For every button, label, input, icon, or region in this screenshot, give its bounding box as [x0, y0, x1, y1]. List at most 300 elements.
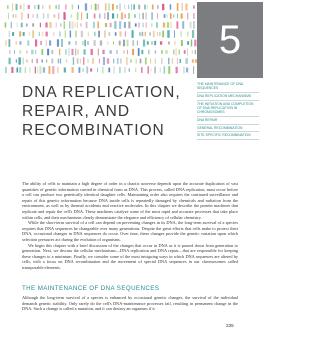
sequence-mark	[95, 4, 97, 11]
sequence-mark	[174, 30, 175, 37]
sequence-mark	[84, 40, 85, 46]
sequence-mark	[119, 21, 121, 29]
sequence-mark	[142, 13, 143, 19]
sequence-mark	[187, 41, 189, 45]
sequence-mark	[112, 4, 114, 10]
sequence-mark	[185, 58, 187, 64]
sequence-mark	[51, 50, 53, 54]
sequence-mark	[182, 21, 184, 29]
sequence-mark	[6, 40, 7, 45]
sequence-mark	[59, 31, 60, 36]
sequence-mark	[170, 22, 171, 28]
sequence-mark	[46, 59, 47, 62]
sequence-mark	[115, 32, 117, 36]
sequence-mark	[149, 32, 150, 35]
sequence-mark	[37, 14, 39, 19]
sequence-mark	[177, 3, 179, 11]
sequence-mark	[49, 22, 51, 28]
sequence-mark	[187, 13, 188, 20]
sequence-mark	[40, 23, 41, 28]
sequence-mark	[8, 58, 10, 64]
sequence-mark	[8, 13, 9, 19]
sequence-mark	[138, 48, 140, 56]
sequence-mark	[100, 40, 102, 45]
sequence-mark	[12, 3, 13, 10]
sequence-mark	[93, 22, 95, 29]
sequence-mark	[176, 48, 177, 56]
sequence-mark	[128, 5, 129, 9]
toc-item[interactable]: DNA REPLICATION MECHANISMS	[197, 93, 259, 101]
sequence-mark	[146, 12, 147, 19]
sequence-mark	[186, 68, 188, 73]
sequence-mark	[87, 13, 88, 19]
sequence-mark	[39, 66, 41, 74]
sequence-mark	[24, 3, 25, 11]
sequence-mark	[83, 49, 85, 54]
sequence-mark	[135, 23, 137, 26]
sequence-mark	[193, 21, 195, 29]
sequence-mark	[105, 23, 107, 27]
sequence-mark	[108, 68, 110, 73]
sequence-mark	[76, 31, 77, 38]
sequence-mark	[42, 49, 44, 55]
sequence-mark	[176, 67, 178, 74]
sequence-mark	[60, 58, 61, 63]
sequence-mark	[64, 21, 65, 29]
sequence-mark	[154, 41, 156, 45]
sequence-mark	[102, 67, 103, 74]
sequence-mark	[65, 4, 66, 9]
sequence-mark	[187, 48, 188, 55]
sequence-mark	[77, 12, 79, 20]
sequence-mark	[125, 67, 126, 72]
sequence-mark	[192, 50, 193, 53]
sequence-mark	[116, 5, 118, 9]
sequence-mark	[132, 40, 134, 46]
sequence-mark	[72, 4, 74, 9]
sequence-mark	[36, 59, 38, 64]
sequence-mark	[28, 14, 29, 19]
sequence-mark	[23, 58, 24, 65]
sequence-mark	[32, 59, 33, 63]
sequence-mark	[127, 40, 129, 47]
sequence-mark	[64, 67, 66, 72]
sequence-mark	[157, 5, 158, 9]
sequence-mark	[119, 67, 120, 73]
sequence-mark	[80, 23, 82, 26]
sequence-mark	[21, 12, 22, 20]
sequence-mark	[49, 66, 51, 74]
sequence-mark	[29, 67, 30, 72]
sequence-mark	[7, 5, 9, 9]
sequence-mark	[153, 31, 155, 37]
sequence-mark	[133, 4, 135, 9]
sequence-mark	[69, 48, 70, 55]
sequence-mark	[99, 59, 100, 64]
intro-paragraph: The ability of cells to maintain a high degree of order in a chaotic universe depends upon the accurate duplication of vast quantities of genetic information carried in chemical form as DNA. This process, called DNA replication, must occur before a cell can produce two genetically identical daughter cells. Maintaining order also requires the continued surveillance and repair of this genetic information because DNA inside cells is repeatedly damaged by chemicals and radiation from the environment, as well as by thermal accidents and reactive molecules. In this chapter we describe the protein machines that replicate and repair the cell's DNA. These machines catalyze some of the most rapid and accurate processes that take place within cells, and their mechanisms clearly demonstrate the elegance and efficiency of cellular chemistry.	[22, 181, 238, 220]
sequence-mark	[121, 12, 123, 19]
sequence-mark	[71, 14, 72, 17]
sequence-mark	[147, 66, 149, 73]
sequence-mark	[87, 59, 88, 64]
sequence-mark	[152, 5, 154, 10]
sequence-mark	[98, 31, 100, 38]
sequence-mark	[168, 41, 170, 44]
sequence-mark	[173, 14, 174, 17]
sequence-mark	[94, 40, 96, 46]
sequence-mark	[37, 67, 38, 74]
sequence-mark	[162, 4, 164, 10]
sequence-mark	[150, 68, 151, 71]
sequence-mark	[141, 50, 143, 54]
sequence-mark	[180, 59, 181, 63]
sequence-mark	[13, 14, 14, 17]
sequence-mark	[143, 40, 145, 47]
sequence-mark	[173, 50, 174, 55]
sequence-mark	[88, 32, 89, 37]
section-heading: THE MAINTENANCE OF DNA SEQUENCES	[22, 285, 160, 292]
sequence-mark	[114, 66, 115, 74]
sequence-mark	[15, 14, 16, 18]
sequence-mark	[65, 49, 67, 55]
sequence-mark	[112, 13, 114, 18]
sequence-mark	[19, 31, 21, 36]
sequence-mark	[170, 4, 171, 9]
sequence-mark	[105, 3, 107, 10]
sequence-mark	[135, 68, 136, 73]
sequence-mark	[167, 30, 169, 38]
sequence-mark	[19, 67, 21, 73]
sequence-mark	[46, 32, 48, 37]
intro-paragraph: We begin this chapter with a brief discussion of the changes that occur in DNA as it is passed down from generation to generation. Next, we discuss the cellular mechanisms—DNA replication and DNA repair—that are responsible for keeping these changes to a minimum. Finally, we consider some of the most intriguing ways in which DNA sequences are altered by cells, with a focus on DNA recombination and the movement of special DNA sequences in our chromosomes called transposable elements.	[22, 242, 238, 270]
sequence-mark	[86, 22, 88, 28]
sequence-mark	[176, 21, 178, 28]
sequence-mark	[47, 14, 48, 19]
toc-item[interactable]: DNA REPAIR	[197, 117, 259, 125]
sequence-mark	[47, 49, 49, 56]
sequence-mark	[32, 30, 33, 38]
sequence-mark	[39, 32, 40, 36]
sequence-mark	[102, 50, 104, 54]
sequence-mark	[123, 40, 125, 47]
chapter-title-line: RECOMBINATION	[22, 122, 165, 139]
sequence-mark	[99, 14, 100, 19]
sequence-mark	[12, 32, 14, 36]
sequence-mark	[108, 3, 110, 10]
sequence-mark	[170, 13, 172, 19]
chapter-number-block	[197, 2, 263, 78]
sequence-mark	[38, 5, 40, 10]
sequence-mark	[77, 50, 79, 55]
sequence-mark	[71, 67, 73, 73]
sequence-mark	[110, 50, 112, 53]
sequence-mark	[107, 41, 108, 44]
sequence-mark	[119, 3, 121, 10]
sequence-mark	[35, 50, 36, 55]
sequence-mark	[145, 32, 146, 36]
sequence-mark	[151, 41, 153, 45]
sequence-mark	[18, 57, 20, 64]
sequence-mark	[129, 68, 130, 71]
sequence-mark	[126, 57, 127, 65]
sequence-mark	[14, 50, 15, 54]
sequence-mark	[127, 50, 128, 54]
sequence-mark	[91, 49, 93, 55]
sequence-mark	[34, 5, 35, 9]
sequence-mark	[52, 66, 54, 74]
sequence-mark	[71, 49, 73, 55]
sequence-mark	[155, 50, 156, 53]
sequence-mark	[131, 4, 132, 10]
sequence-mark	[98, 49, 99, 56]
sequence-mark	[35, 67, 36, 74]
sequence-mark	[42, 5, 43, 8]
sequence-mark	[16, 59, 17, 62]
sequence-mark	[167, 22, 169, 28]
sequence-mark	[117, 14, 118, 18]
chapter-number: 5	[218, 18, 242, 62]
sequence-mark	[181, 40, 183, 46]
sequence-mark	[42, 32, 43, 36]
sequence-mark	[187, 32, 188, 37]
sequence-mark	[144, 5, 145, 10]
sequence-mark	[151, 12, 153, 20]
sequence-mark	[146, 22, 147, 27]
sequence-mark	[33, 14, 34, 18]
sequence-mark	[138, 5, 140, 10]
sequence-mark	[120, 58, 121, 63]
sequence-mark	[104, 30, 105, 37]
sequence-mark	[124, 5, 125, 9]
sequence-mark	[195, 50, 196, 54]
sequence-mark	[87, 41, 89, 45]
sequence-mark	[32, 23, 34, 26]
sequence-mark	[56, 22, 57, 27]
sequence-mark	[51, 59, 53, 64]
sequence-mark	[15, 41, 17, 44]
sequence-mark	[164, 14, 166, 18]
sequence-mark	[190, 22, 192, 29]
toc-item[interactable]: THE INITIATION AND COMPLETION OF DNA REPLICATION IN CHROMOSOMES	[197, 101, 259, 117]
sequence-mark	[59, 4, 60, 9]
sequence-mark	[90, 68, 92, 71]
sequence-mark	[83, 41, 84, 45]
sequence-mark	[68, 41, 70, 44]
sequence-mark	[77, 22, 78, 28]
sequence-mark	[94, 14, 96, 19]
sequence-mark	[181, 13, 183, 18]
sequence-mark	[58, 59, 59, 64]
sequence-mark	[130, 59, 131, 63]
sequence-mark	[113, 59, 114, 64]
sequence-mark	[63, 12, 65, 20]
sequence-mark	[157, 13, 158, 19]
sequence-mark	[20, 41, 22, 45]
toc-item[interactable]: THE MAINTENANCE OF DNA SEQUENCES	[197, 81, 259, 93]
sequence-mark	[147, 5, 148, 9]
sequence-mark	[177, 14, 178, 19]
sequence-mark	[193, 66, 194, 74]
sequence-mark	[155, 58, 156, 63]
sequence-mark	[57, 67, 58, 74]
sequence-mark	[78, 5, 79, 9]
page-number: 235	[226, 323, 234, 328]
chapter-introduction	[22, 181, 238, 271]
sequence-mark	[66, 59, 67, 62]
sequence-mark	[49, 40, 51, 45]
sequence-mark	[57, 39, 59, 46]
sequence-mark	[125, 31, 126, 36]
sequence-mark	[20, 5, 22, 9]
sequence-mark	[92, 58, 94, 64]
sequence-mark	[165, 50, 167, 54]
sequence-mark	[177, 58, 178, 64]
sequence-mark	[143, 23, 144, 27]
sequence-mark	[162, 31, 164, 38]
sequence-mark	[83, 57, 84, 65]
sequence-mark	[72, 21, 74, 28]
sequence-mark	[45, 22, 47, 27]
sequence-mark	[85, 3, 87, 10]
sequence-mark	[119, 41, 121, 46]
sequence-mark	[128, 13, 130, 19]
sequence-mark	[31, 50, 33, 54]
sequence-mark	[109, 32, 111, 36]
sequence-mark	[132, 49, 134, 55]
sequence-mark	[5, 67, 7, 73]
sequence-mark	[60, 23, 61, 26]
sequence-mark	[151, 23, 152, 26]
sequence-mark	[174, 41, 175, 45]
sequence-mark	[97, 22, 99, 29]
sequence-mark	[49, 5, 51, 9]
sequence-mark	[147, 41, 149, 45]
sequence-mark	[191, 40, 192, 47]
sequence-mark	[132, 30, 134, 38]
sequence-mark	[179, 49, 180, 54]
sequence-mark	[186, 4, 188, 11]
sequence-mark	[160, 68, 161, 73]
sequence-mark	[107, 58, 109, 63]
sequence-mark	[139, 13, 140, 19]
sequence-mark	[8, 39, 10, 47]
sequence-mark	[150, 58, 151, 63]
sequence-mark	[192, 30, 194, 38]
sequence-mark	[136, 59, 137, 64]
sequence-mark	[163, 22, 165, 27]
sequence-mark	[29, 32, 30, 36]
sequence-mark	[59, 49, 60, 56]
sequence-mark	[75, 41, 77, 45]
sequence-mark	[164, 66, 165, 73]
sequence-mark	[142, 32, 144, 36]
sequence-mark	[159, 32, 160, 36]
sequence-mark	[81, 31, 83, 37]
sequence-mark	[154, 67, 156, 74]
chapter-header-banner	[0, 0, 263, 78]
sequence-mark	[19, 50, 21, 53]
sequence-mark	[53, 14, 55, 17]
chapter-contents-list	[197, 81, 259, 140]
sequence-mark	[184, 50, 186, 54]
sequence-mark	[77, 58, 79, 64]
sequence-mark	[157, 32, 158, 36]
sequence-mark	[58, 13, 59, 20]
sequence-mark	[124, 22, 126, 28]
sequence-mark	[140, 59, 142, 64]
sequence-mark	[75, 49, 76, 56]
sequence-mark	[65, 30, 66, 38]
sequence-mark	[81, 12, 82, 20]
toc-item[interactable]: SITE-SPECIFIC RECOMBINATION	[197, 132, 259, 140]
sequence-mark	[5, 22, 7, 27]
sequence-mark	[183, 66, 184, 73]
sequence-mark	[166, 14, 167, 18]
section-body-text: Although the long-term survival of a species is enhanced by occasional genetic changes, the survival of the individual demands genetic stability. Only rarely do the cell's DNA-maintenance processes fail, resulting in permanent change in the DNA. Such a change is called a mutation, and it can destroy an organism if it	[22, 295, 238, 312]
sequence-mark	[117, 58, 119, 64]
sequence-mark	[141, 67, 142, 73]
sequence-mark	[16, 4, 18, 10]
sequence-mark	[27, 40, 29, 45]
sequence-mark	[55, 5, 57, 9]
sequence-mark	[11, 22, 12, 29]
sequence-mark	[168, 58, 169, 64]
sequence-mark	[35, 39, 37, 46]
sequence-mark	[25, 67, 26, 73]
sequence-mark	[53, 32, 54, 36]
chapter-title	[22, 83, 192, 140]
sequence-mark	[42, 59, 43, 62]
sequence-mark	[80, 59, 81, 64]
sequence-mark	[98, 4, 99, 10]
sequence-mark	[26, 23, 28, 26]
sequence-mark	[124, 14, 126, 18]
sequence-mark	[119, 31, 121, 36]
sequence-mark	[17, 23, 18, 28]
sequence-mark	[9, 31, 10, 37]
sequence-mark	[110, 23, 112, 28]
sequence-mark	[123, 50, 125, 53]
sequence-mark	[28, 5, 30, 9]
toc-item[interactable]: GENERAL RECOMBINATION	[197, 125, 259, 133]
sequence-mark	[148, 50, 149, 55]
sequence-mark	[86, 67, 88, 74]
sequence-mark	[73, 57, 74, 65]
sequence-mark	[46, 40, 47, 47]
sequence-mark	[69, 21, 70, 28]
sequence-mark	[172, 58, 173, 64]
sequence-mark	[104, 13, 106, 19]
sequence-mark	[26, 60, 28, 63]
sequence-mark	[94, 32, 96, 36]
sequence-mark	[103, 57, 105, 65]
sequence-mark	[61, 39, 63, 47]
sequence-mark	[75, 23, 76, 27]
sequence-mark	[192, 59, 194, 62]
sequence-mark	[23, 32, 25, 36]
sequence-mark	[161, 50, 163, 54]
sequence-mark	[156, 22, 157, 28]
sequence-mark	[168, 66, 170, 74]
sequence-mark	[113, 41, 114, 44]
sequence-mark	[83, 68, 84, 72]
sequence-mark	[9, 50, 11, 54]
sequence-mark	[78, 67, 80, 73]
sequence-mark	[107, 12, 108, 20]
sequence-mark	[26, 50, 27, 53]
sequence-mark	[145, 58, 147, 65]
sequence-mark	[193, 5, 195, 8]
